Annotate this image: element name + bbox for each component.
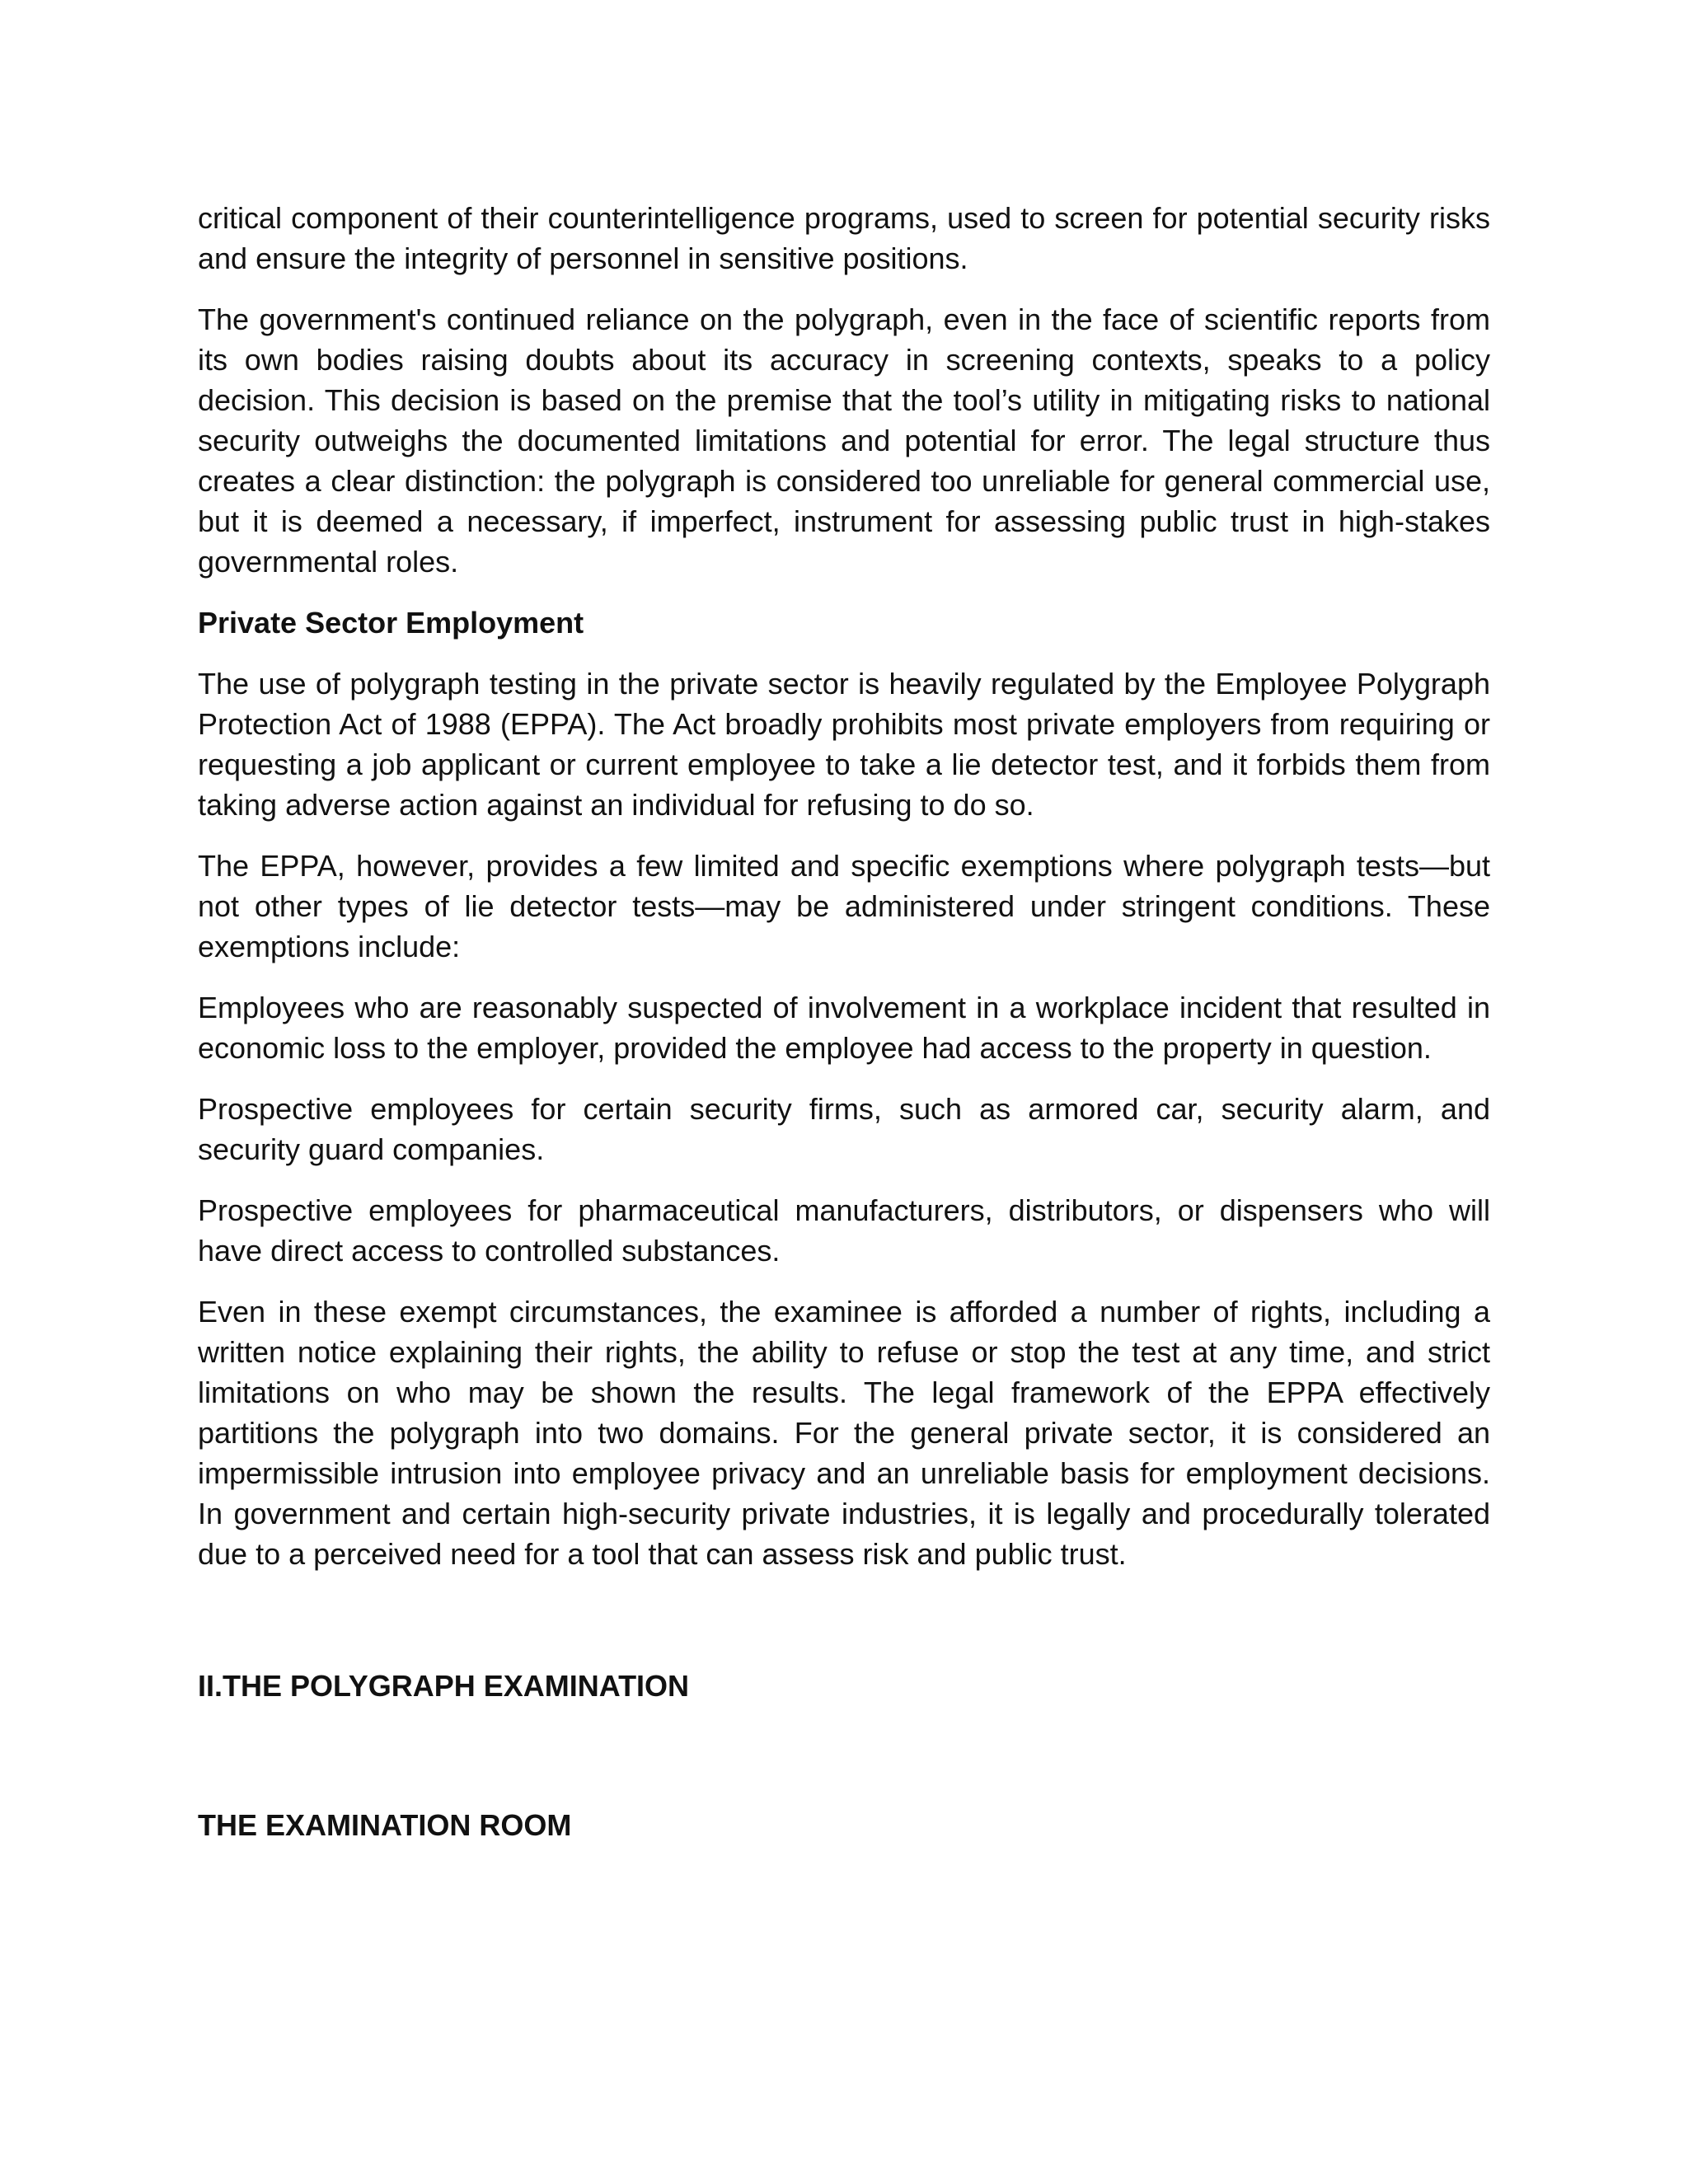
subheading-private-sector: Private Sector Employment — [198, 606, 584, 640]
paragraph-counterintelligence: critical component of their counterintelligence programs, used to screen for potential security risks and ensure the integrity of personnel in sensitive positions. — [198, 201, 1490, 275]
paragraph-government-reliance: The government's continued reliance on the polygraph, even in the face of scientific reports from its own bodies raising doubts about its accuracy in screening contexts, speaks to a policy decision. This decision is based on the premise that the tool’s utility in mitigating risks to national security outweighs the documented limitations and potential for error. The legal structure thus creates a clear distinction: the polygraph is considered too unreliable for general commercial use, but it is deemed a necessary, if imperfect, instrument for assessing public trust in high-stakes governmental roles. — [198, 302, 1490, 579]
document-page — [198, 198, 1490, 1845]
paragraph-examinee-rights: Even in these exempt circumstances, the examinee is afforded a number of rights, including a written notice explaining their rights, the ability to refuse or stop the test at any time, and strict limitations on who may be shown the results. The legal framework of the EPPA effectively partitions the polygraph into two domains. For the general private sector, it is considered an impermissible intrusion into employee privacy and an unreliable basis for employment decisions. In government and certain high-security private industries, it is legally and procedurally tolerated due to a perceived need for a tool that can assess risk and public trust. — [198, 1295, 1490, 1571]
paragraph-exemption-security-firms: Prospective employees for certain security firms, such as armored car, security alarm, and security guard companies. — [198, 1092, 1490, 1166]
paragraph-eppa-exemptions: The EPPA, however, provides a few limited and specific exemptions where polygraph tests—but not other types of lie detector tests—may be administered under stringent conditions. These exemptions include: — [198, 849, 1490, 963]
subsection-heading-examination-room: THE EXAMINATION ROOM — [198, 1808, 572, 1842]
spacer — [198, 1595, 1490, 1666]
paragraph-exemption-incident: Employees who are reasonably suspected of involvement in a workplace incident that resulted in economic loss to the employer, provided the employee had access to the property in question. — [198, 991, 1490, 1065]
paragraph-eppa-overview: The use of polygraph testing in the private sector is heavily regulated by the Employee Polygraph Protection Act of 1988 (EPPA). The Act broadly prohibits most private employers from requiring or requesting a job applicant or current employee to take a lie detector test, and it forbids them from taking adverse action against an individual for refusing to do so. — [198, 667, 1490, 822]
paragraph-exemption-pharmaceutical: Prospective employees for pharmaceutical manufacturers, distributors, or dispensers who will have direct access to controlled substances. — [198, 1193, 1490, 1268]
section-heading-polygraph-examination: II.THE POLYGRAPH EXAMINATION — [198, 1669, 690, 1703]
spacer — [198, 1706, 1490, 1805]
